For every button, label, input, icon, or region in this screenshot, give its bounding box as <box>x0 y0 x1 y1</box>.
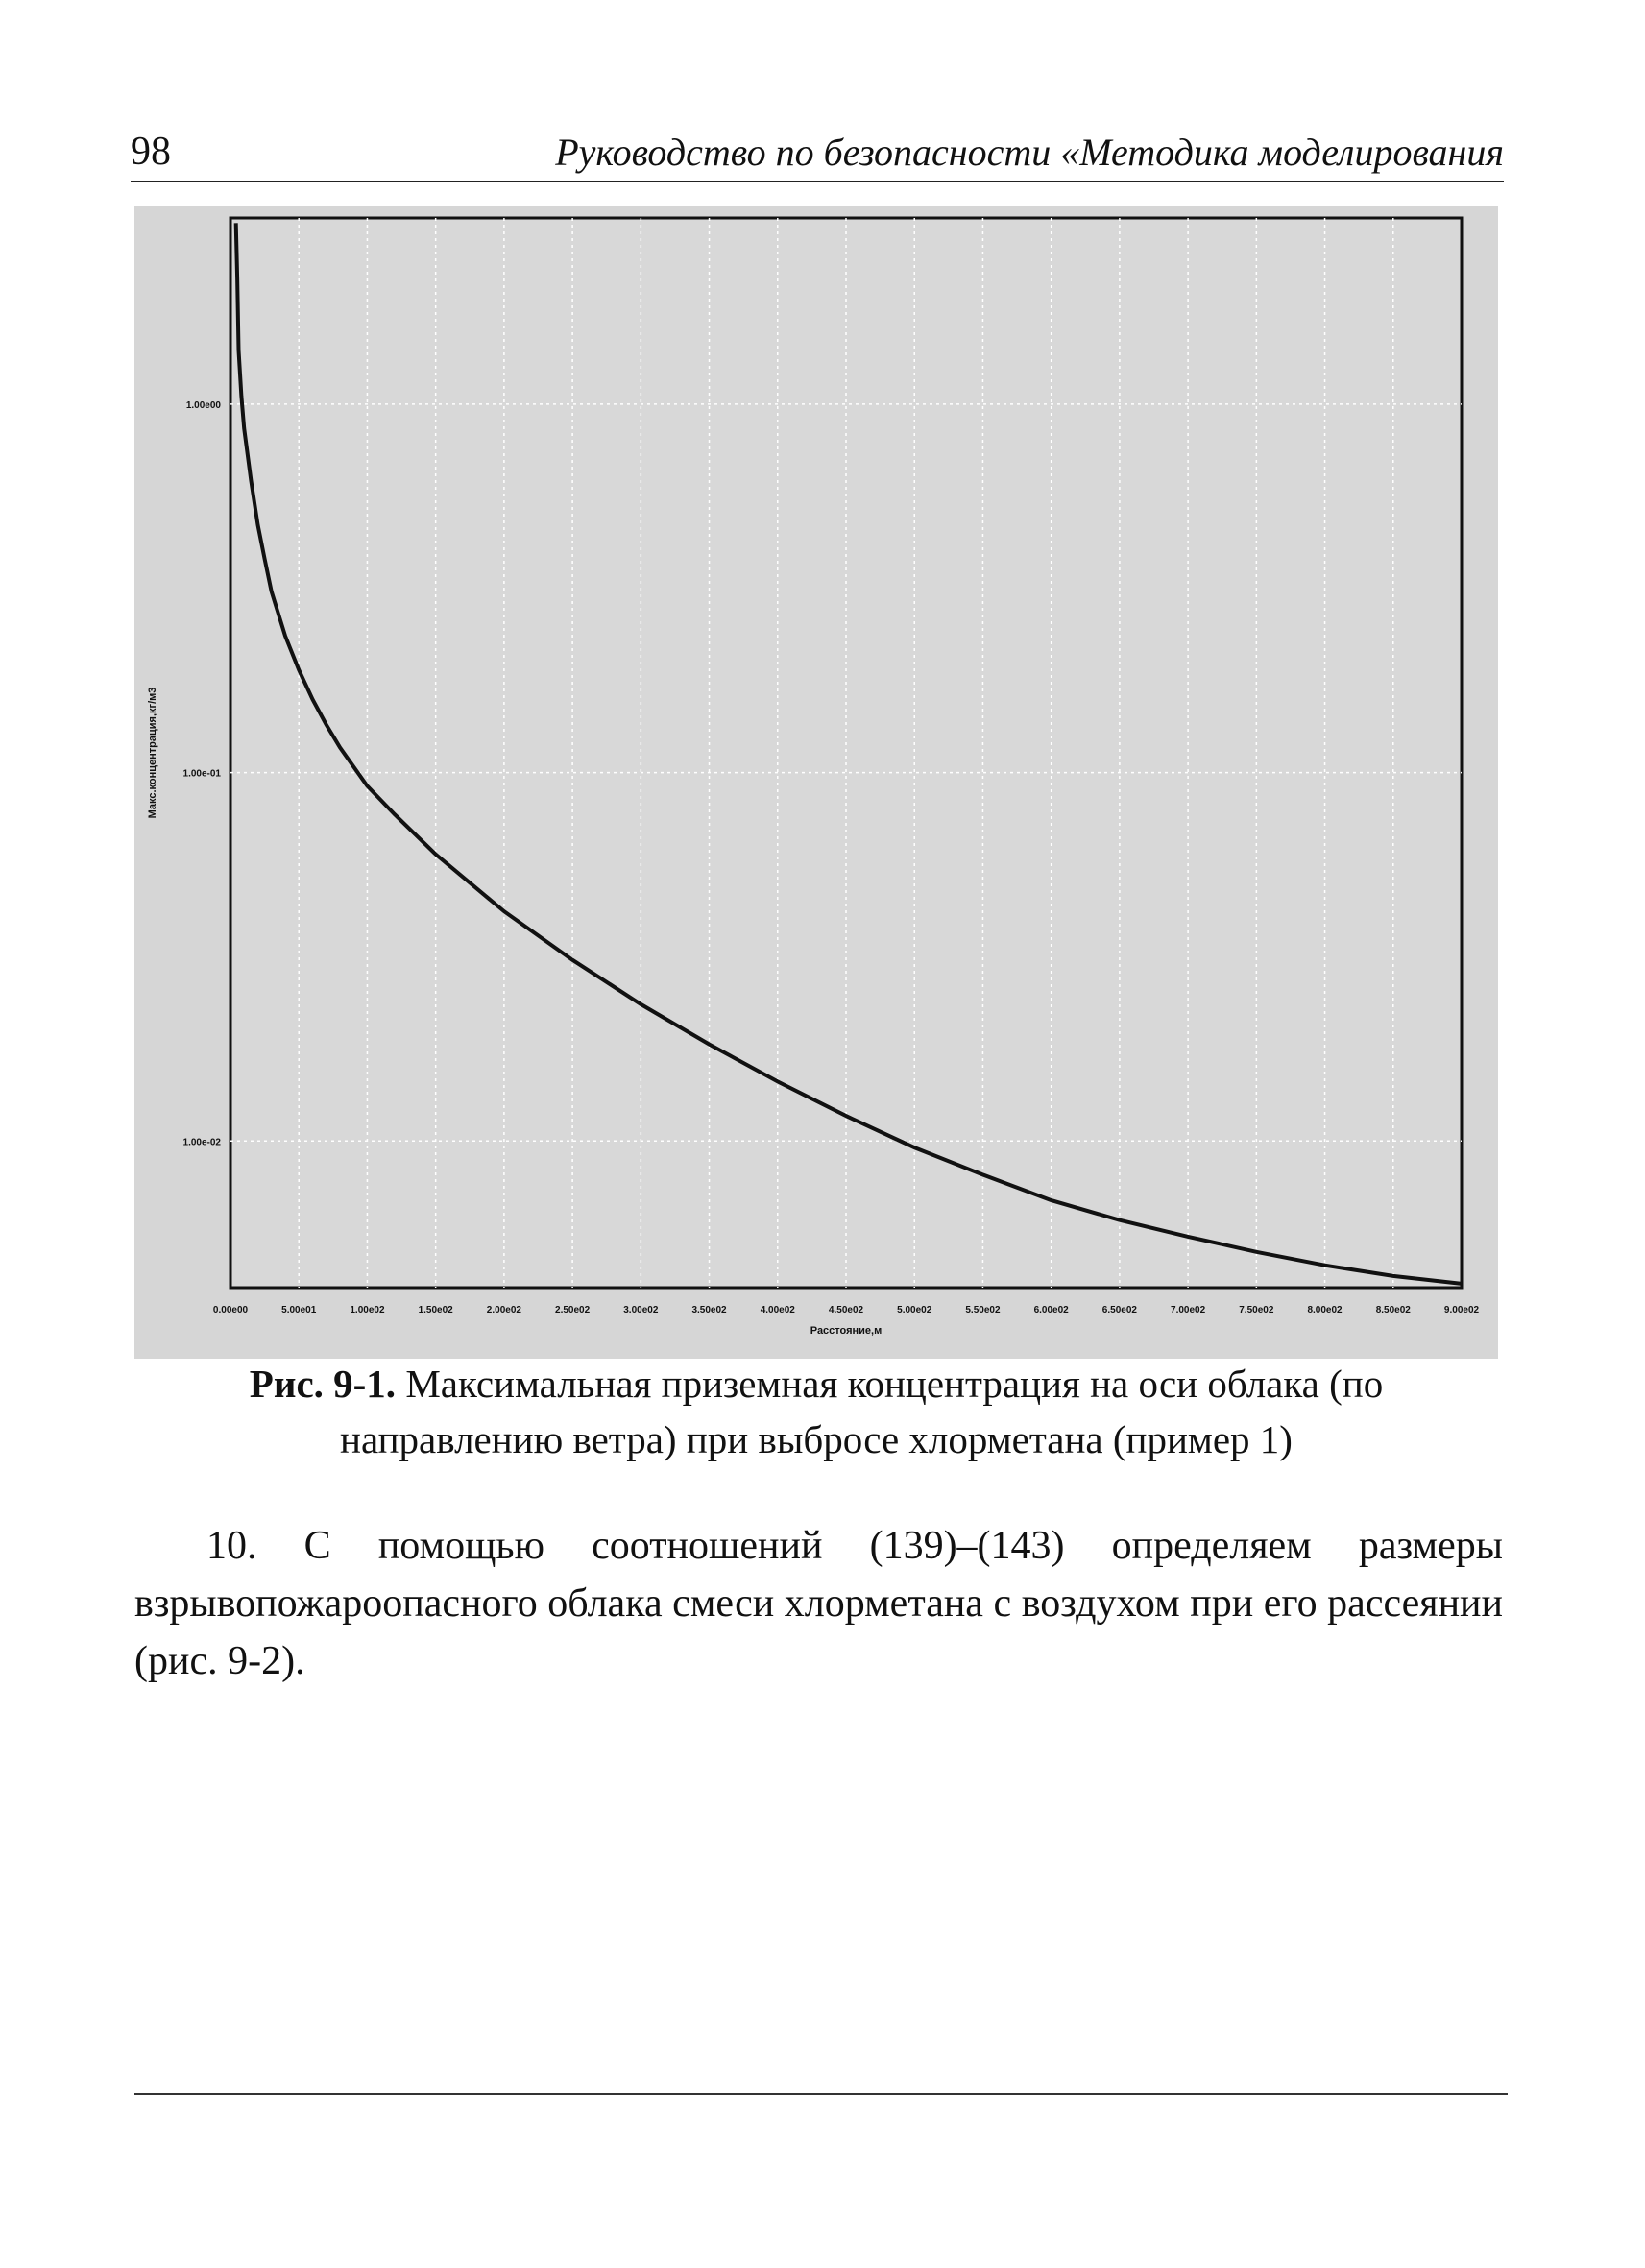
x-tick-label: 4.50e02 <box>828 1305 864 1315</box>
x-tick-label: 2.00e02 <box>486 1305 521 1315</box>
line-chart <box>134 206 1498 1359</box>
page-number: 98 <box>131 130 171 174</box>
x-tick-label: 8.50e02 <box>1375 1305 1411 1315</box>
x-tick-label: 3.00e02 <box>623 1305 659 1315</box>
y-tick-label: 1.00e-01 <box>182 768 221 780</box>
x-tick-label: 7.50e02 <box>1239 1305 1274 1315</box>
y-tick-labels <box>183 400 222 1147</box>
x-tick-label: 2.50e02 <box>555 1305 591 1315</box>
figure-caption <box>144 1356 1488 1467</box>
y-axis-label: Макс.концентрация,кг/м3 <box>147 687 158 819</box>
x-tick-label: 9.00e02 <box>1443 1305 1480 1315</box>
figure-label: Рис. 9-1. <box>249 1362 397 1406</box>
body-text <box>134 1517 1503 1690</box>
x-tick-label: 7.00e02 <box>1171 1305 1206 1315</box>
x-tick-label: 5.00e02 <box>897 1305 932 1315</box>
y-tick-label: 1.00e00 <box>185 399 221 411</box>
x-tick-labels <box>213 1305 1480 1315</box>
y-tick-label: 1.00e-02 <box>182 1137 221 1148</box>
x-tick-label: 3.50e02 <box>691 1305 727 1315</box>
caption-text: Максимальная приземная концентрация на оси облака (по направлению ветра) при выбросе хлорметана (пример 1) <box>340 1362 1384 1461</box>
x-tick-label: 5.00e01 <box>281 1305 317 1315</box>
footer-rule <box>134 2093 1508 2095</box>
page-header <box>131 127 1504 182</box>
chart-figure <box>134 206 1498 1359</box>
x-tick-label: 1.00e02 <box>350 1305 385 1315</box>
x-tick-label: 4.00e02 <box>760 1305 795 1315</box>
paragraph: 10. С помощью соотношений (139)–(143) определяем размеры взрывопожароопасного облака смеси хлорметана с воздухом при его рассеянии (рис. 9-2). <box>134 1524 1503 1683</box>
running-title: Руководство по безопасности «Методика моделирования <box>555 131 1504 174</box>
x-tick-label: 1.50e02 <box>418 1305 453 1315</box>
x-tick-label: 8.00e02 <box>1307 1305 1343 1315</box>
x-tick-label: 0.00e00 <box>212 1305 249 1315</box>
x-axis-label: Расстояние,м <box>810 1325 883 1337</box>
x-tick-label: 6.00e02 <box>1033 1305 1069 1315</box>
x-tick-label: 6.50e02 <box>1101 1305 1137 1315</box>
x-tick-label: 5.50e02 <box>965 1305 1001 1315</box>
